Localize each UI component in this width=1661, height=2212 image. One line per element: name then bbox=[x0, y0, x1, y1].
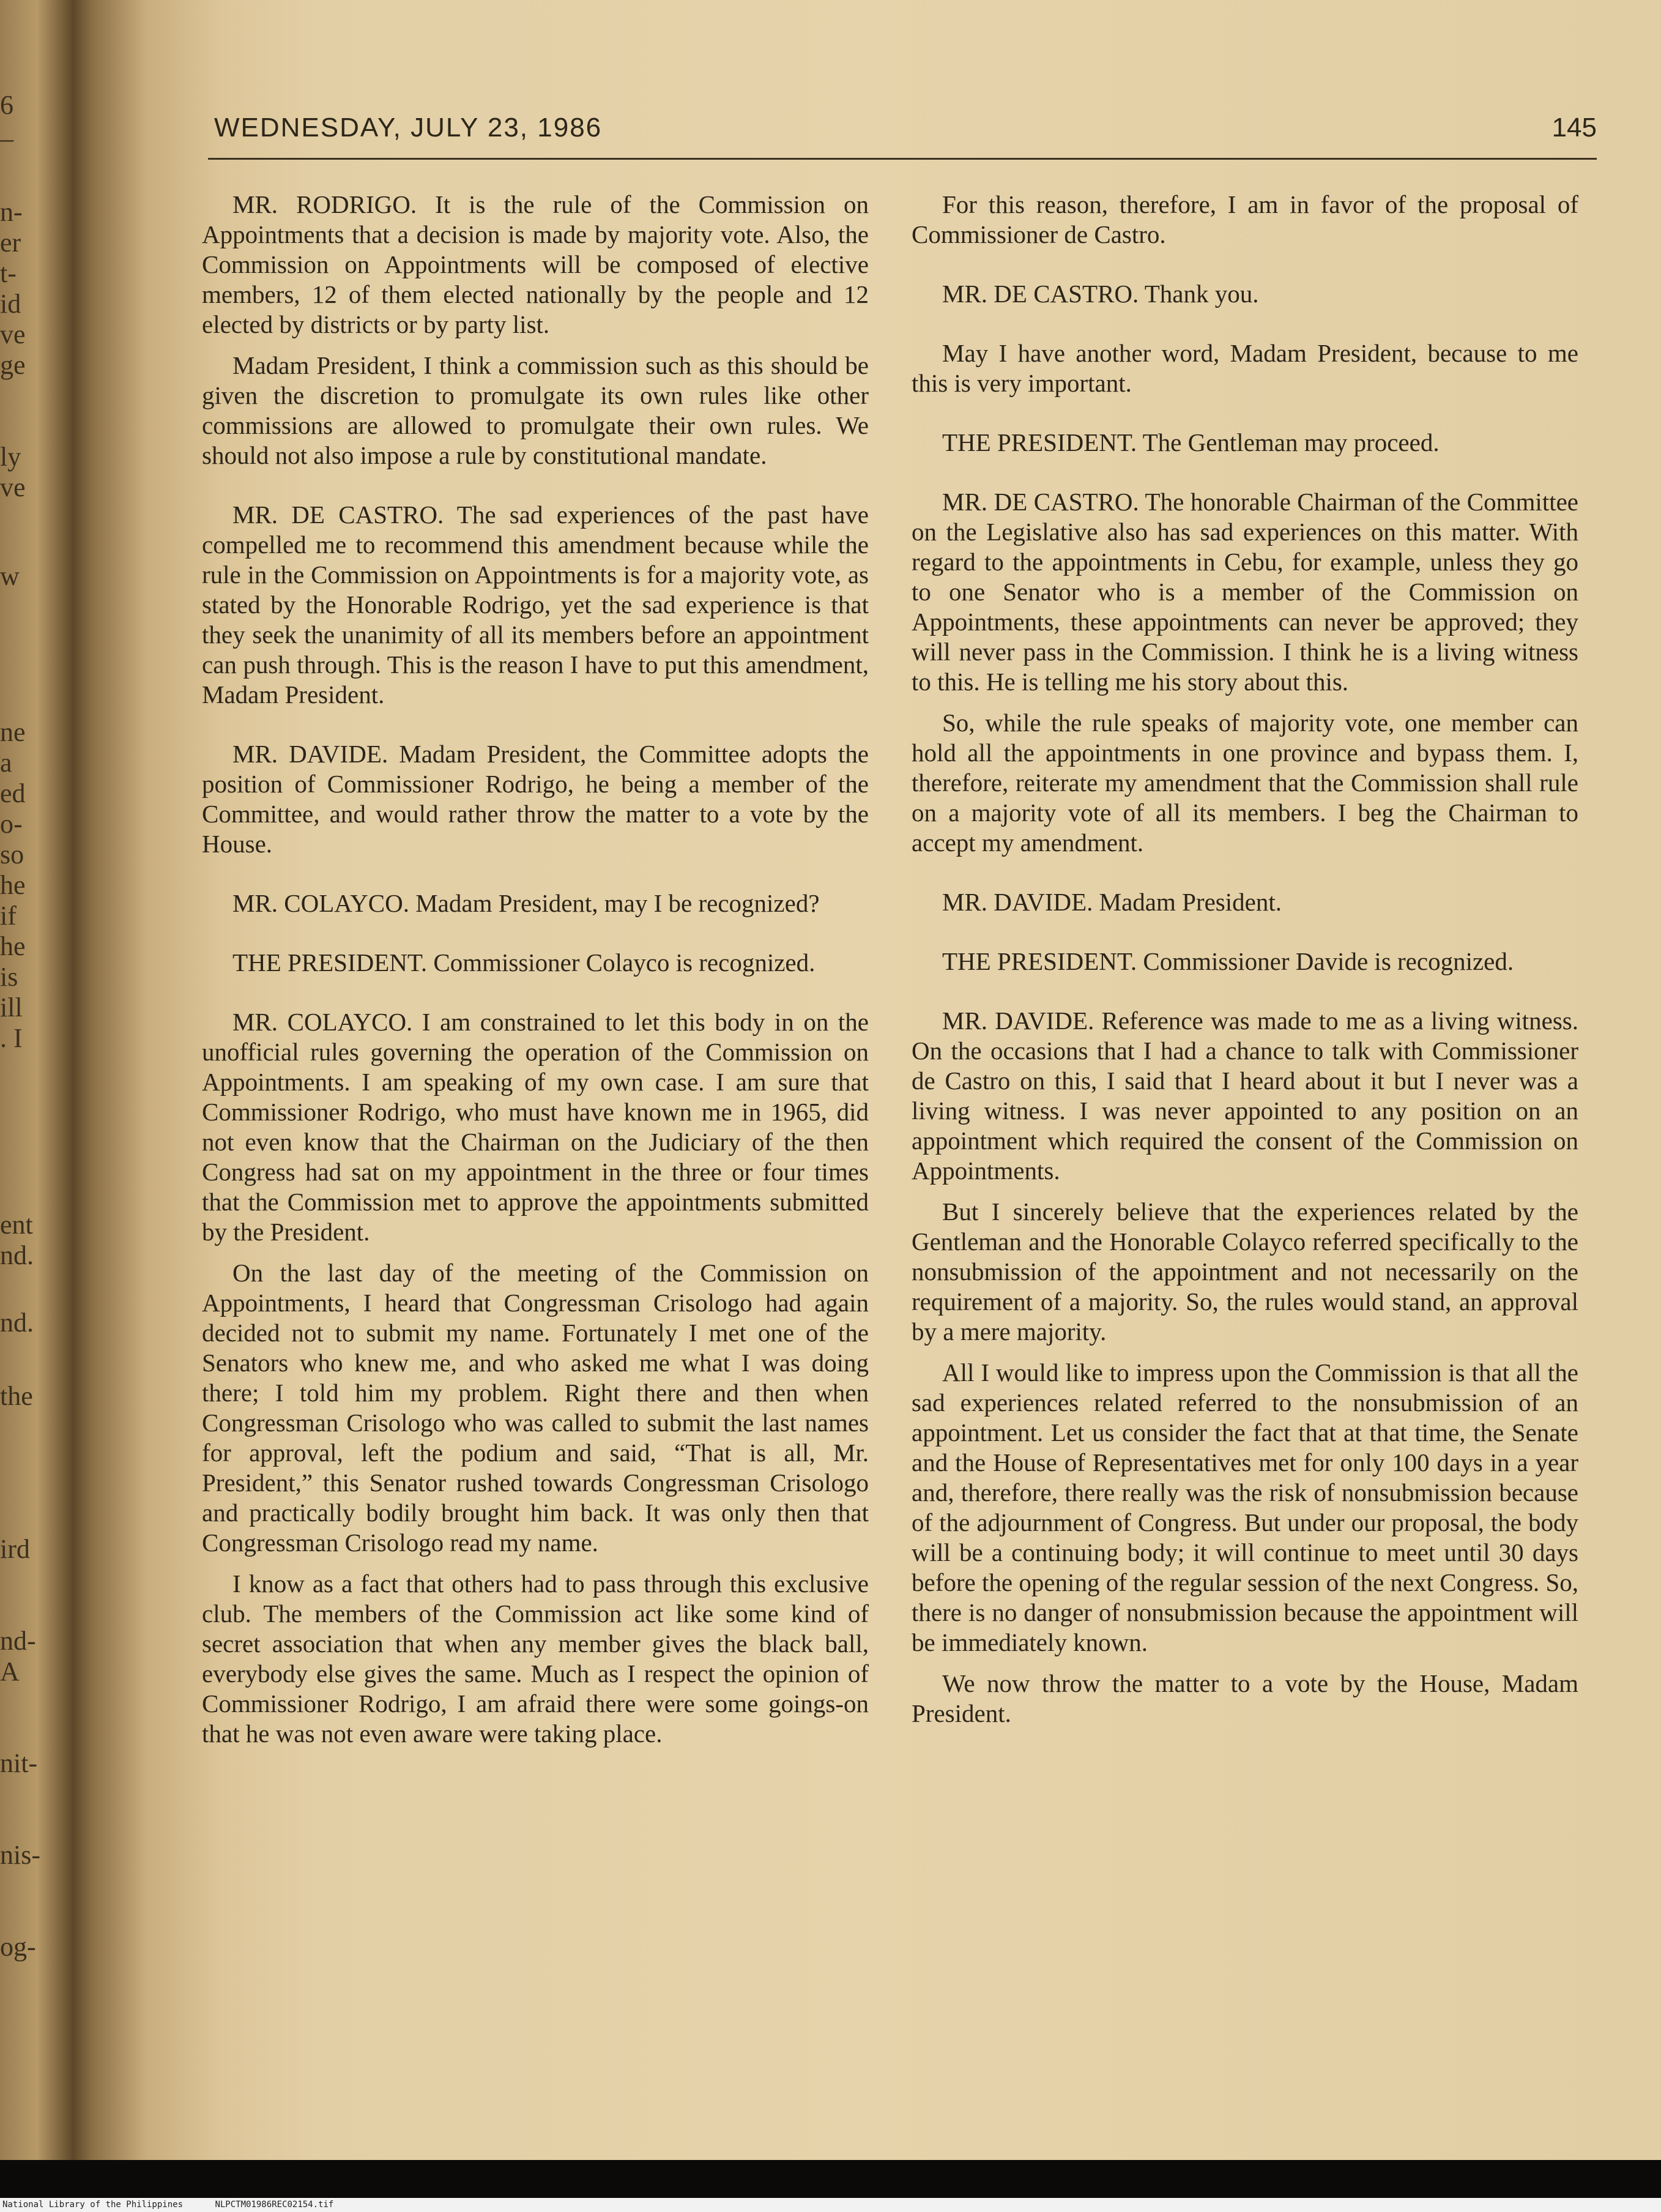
edge-fragment: o- bbox=[0, 809, 23, 839]
header-rule bbox=[208, 158, 1597, 160]
header-date: WEDNESDAY, JULY 23, 1986 bbox=[214, 113, 603, 143]
paragraph: THE PRESIDENT. The Gentleman may proceed. bbox=[942, 428, 1440, 456]
edge-fragment: er bbox=[0, 228, 21, 258]
right-column bbox=[912, 190, 1578, 1740]
scan-border bbox=[0, 2160, 1661, 2198]
edge-fragment: id bbox=[0, 289, 21, 319]
edge-fragment: w bbox=[0, 561, 20, 591]
paragraph: MR. DAVIDE. Madam President, the Committee adopts the position of Commissioner Rodrigo, he being a member of the Committee, and would rather throw the matter to a vote by the House. bbox=[202, 740, 869, 858]
edge-fragment: nd. bbox=[0, 1308, 34, 1338]
paragraph: THE PRESIDENT. Commissioner Davide is recognized. bbox=[942, 947, 1514, 975]
edge-fragment: ve bbox=[0, 472, 26, 502]
edge-fragment: – bbox=[0, 124, 13, 154]
edge-fragment: ent bbox=[0, 1210, 33, 1240]
paragraph: All I would like to impress upon the Commission is that all the sad experiences related referred to the nonsubmission of an appointment. Let us consider the fact that at that time, the Senate and the House of Representatives met for only 100 days in a year and, therefore, there really was the risk of nonsubmission because of the adjournment of Congress. But under our proposal, the body will be a continuing body; it will continue to meet until 30 days before the opening of the regular session of the next Congress. So, there is no danger of nonsubmission because the appointment will be immediately known. bbox=[912, 1358, 1578, 1656]
edge-fragment: og- bbox=[0, 1932, 36, 1962]
edge-fragment: nd- bbox=[0, 1626, 36, 1656]
edge-fragment: 6 bbox=[0, 90, 13, 120]
edge-fragment: ird bbox=[0, 1534, 30, 1564]
edge-fragment: ly bbox=[0, 442, 21, 472]
edge-fragment: he bbox=[0, 931, 26, 961]
edge-fragment: ne bbox=[0, 717, 26, 747]
scan-footer bbox=[0, 2198, 1661, 2212]
paragraph: MR. RODRIGO. It is the rule of the Commission on Appointments that a decision is made by majority vote. Also, the Commission on Appointments will be composed of elective members, 12 of them elected nationally by the people and 12 elected by districts or by party list. bbox=[202, 190, 869, 338]
paragraph: MR. DE CASTRO. The sad experiences of the past have compelled me to recommend this amendment because while the rule in the Commission on Appointments is for a majority vote, as stated by the Honorable Rodrigo, yet the sad experience is that they seek the unanimity of all its members before an appointment can push through. This is the reason I have to put this amendment, Madam President. bbox=[202, 501, 869, 709]
paragraph: So, while the rule speaks of majority vote, one member can hold all the appointments in one province and bypass them. I, therefore, reiterate my amendment that the Commission shall rule on a majority vote of all its members. I beg the Chairman to accept my amendment. bbox=[912, 709, 1578, 857]
page-number: 145 bbox=[1551, 113, 1597, 143]
paragraph: MR. COLAYCO. I am constrained to let this body in on the unofficial rules governing the operation of the Commission on Appointments. I am speaking of my own case. I am sure that Commissioner Rodrigo, who must have known me in 1965, did not even know that the Chairman on the Judiciary of the then Congress had sat on my appointment in the three or four times that the Commission met to approve the appointments submitted by the President. bbox=[202, 1008, 869, 1246]
edge-fragment: . I bbox=[0, 1023, 23, 1053]
paragraph: MR. DE CASTRO. The honorable Chairman of the Committee on the Legislative also has sad experiences on this matter. With regard to the appointments in Cebu, for example, unless they go to one Senator who is a member of the Commission on Appointments, these appointments can never be approved; they will never pass in the Commission. I think he is a living witness to this. He is telling me his story about this. bbox=[912, 488, 1578, 696]
paragraph: For this reason, therefore, I am in favor of the proposal of Commissioner de Castro. bbox=[912, 190, 1578, 248]
left-column bbox=[202, 190, 869, 1760]
previous-page-edge-text bbox=[0, 92, 43, 2050]
edge-fragment: n- bbox=[0, 197, 23, 227]
footer-file: NLPCTM01986REC02154.tif bbox=[215, 2200, 334, 2210]
edge-fragment: ge bbox=[0, 350, 26, 380]
paragraph: MR. DAVIDE. Madam President. bbox=[942, 888, 1282, 916]
paragraph: But I sincerely believe that the experiences related by the Gentleman and the Honorable Colayco referred specifically to the nonsubmission of the appointment and not necessarily on the requirement of a majority. So, the rules would stand, an approval by a mere majority. bbox=[912, 1197, 1578, 1346]
paragraph: May I have another word, Madam President, because to me this is very important. bbox=[912, 339, 1578, 397]
edge-fragment: ill bbox=[0, 992, 23, 1022]
paragraph: THE PRESIDENT. Commissioner Colayco is recognized. bbox=[232, 948, 816, 977]
edge-fragment: a bbox=[0, 748, 12, 778]
edge-fragment: nd. bbox=[0, 1240, 34, 1270]
paragraph: MR. DAVIDE. Reference was made to me as a living witness. On the occasions that I had a chance to talk with Commissioner de Castro on this, I said that I heard about it but I never was a living witness. I was never appointed to any position on an appointment which required the consent of the Commission on Appointments. bbox=[912, 1007, 1578, 1185]
edge-fragment: the bbox=[0, 1381, 33, 1411]
edge-fragment: ed bbox=[0, 778, 26, 808]
paragraph: On the last day of the meeting of the Commission on Appointments, I heard that Congressman Crisologo had again decided not to submit my name. Fortunately I met one of the Senators who knew me, and who asked me what I was doing there; I told him my problem. Right there and then when Congressman Crisologo who was called to submit the last names for approval, left the podium and said, “That is all, Mr. President,” this Senator rushed towards Congressman Crisologo and practically bodily brought him back. It was only then that Congressman Crisologo read my name. bbox=[202, 1259, 869, 1557]
page-header bbox=[208, 108, 1597, 157]
paragraph: MR. DE CASTRO. Thank you. bbox=[942, 280, 1259, 308]
edge-fragment: nit- bbox=[0, 1748, 38, 1778]
edge-fragment: nis- bbox=[0, 1840, 40, 1870]
footer-library: National Library of the Philippines bbox=[2, 2200, 184, 2210]
paragraph: We now throw the matter to a vote by the House, Madam President. bbox=[912, 1669, 1578, 1727]
edge-fragment: A bbox=[0, 1656, 20, 1686]
edge-fragment: ve bbox=[0, 319, 26, 349]
paragraph: I know as a fact that others had to pass through this exclusive club. The members of the Commission act like some kind of secret association that when any member gives the black ball, everybody else gives the same. Much as I respect the opinion of Commissioner Rodrigo, I am afraid there were some goings-on that he was not even aware were taking place. bbox=[202, 1570, 869, 1748]
edge-fragment: he bbox=[0, 870, 26, 900]
paragraph: MR. COLAYCO. Madam President, may I be recognized? bbox=[232, 889, 820, 917]
edge-fragment: if bbox=[0, 901, 17, 931]
paragraph: Madam President, I think a commission such as this should be given the discretion to promulgate its own rules like other commissions are allowed to promulgate their own rules. We should not also impose a rule by constitutional mandate. bbox=[202, 351, 869, 469]
edge-fragment: t- bbox=[0, 258, 17, 288]
edge-fragment: is bbox=[0, 962, 18, 992]
edge-fragment: so bbox=[0, 840, 24, 870]
